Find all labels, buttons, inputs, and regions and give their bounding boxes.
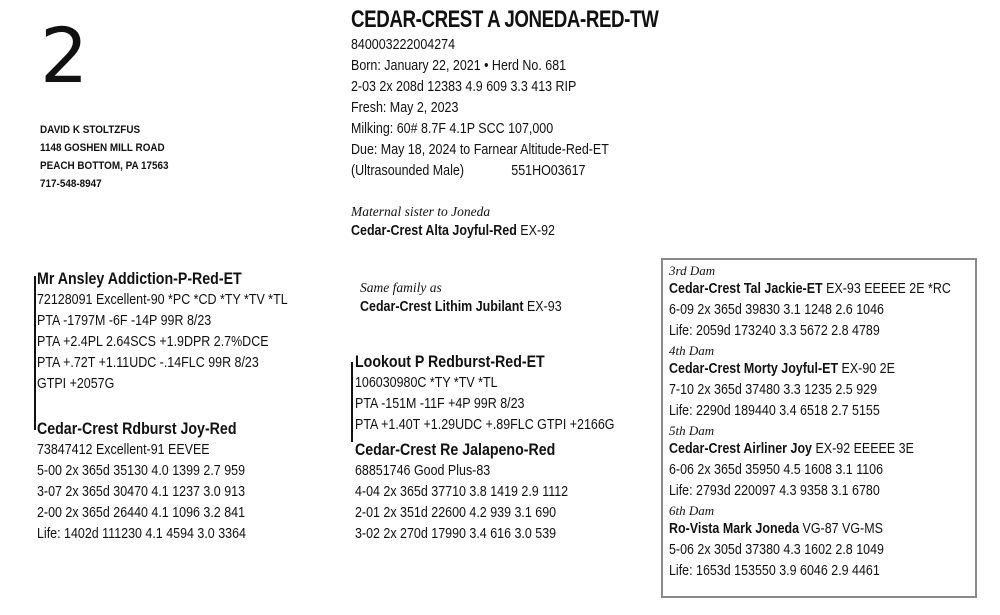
dam5-line-2: Life: 2793d 220097 4.3 9358 3.1 6780 — [669, 483, 880, 499]
consignor-name: DAVID K STOLTZFUS — [40, 124, 141, 136]
sire-line-2: PTA -1797M -6F -14P 99R 8/23 — [37, 313, 212, 329]
dam6-line-1: 5-06 2x 305d 37380 4.3 1602 2.8 1049 — [669, 542, 884, 558]
dam3-line-1: 6-09 2x 365d 39830 3.1 1248 2.6 1046 — [669, 302, 884, 318]
animal-due: Due: May 18, 2024 to Farnear Altitude-Red-ET — [351, 142, 609, 158]
sire-line-5: GTPI +2057G — [37, 376, 115, 392]
dam6-block — [669, 519, 951, 582]
dam-line-1: 73847412 Excellent-91 EEVEE — [37, 442, 210, 458]
dam5-block — [669, 439, 951, 502]
sire-name: Mr Ansley Addiction-P-Red-ET — [37, 270, 242, 288]
dam6-name: Ro-Vista Mark Joneda — [669, 521, 800, 537]
granddam-block — [355, 439, 568, 545]
dam5-name: Cedar-Crest Airliner Joy — [669, 441, 813, 457]
maternal-sister-line — [351, 221, 555, 242]
dam-line-3: 3-07 2x 365d 30470 4.1 1237 3.0 913 — [37, 484, 246, 500]
ancestry-list — [669, 262, 997, 582]
mgs-line-3: PTA +1.40T +1.29UDC +.89FLC GTPI +2166G — [355, 417, 615, 433]
dam-block — [37, 418, 246, 545]
animal-details — [351, 35, 609, 182]
dam5-line-1: 6-06 2x 365d 35950 4.5 1608 3.1 1106 — [669, 462, 884, 478]
consignor-address1: 1148 GOSHEN MILL ROAD — [40, 142, 165, 154]
animal-record: 2-03 2x 208d 12383 4.9 609 3.3 413 RIP — [351, 79, 577, 95]
sire-dam-bracket — [34, 276, 36, 430]
dam3-block — [669, 279, 951, 342]
consignor-block — [40, 121, 169, 193]
dam4-name: Cedar-Crest Morty Joyful-ET — [669, 361, 839, 377]
maternal-sister-name: Cedar-Crest Alta Joyful-Red — [351, 223, 517, 239]
dam4-line-2: Life: 2290d 189440 3.4 6518 2.7 5155 — [669, 403, 880, 419]
service-sire-code: 551HO03617 — [511, 163, 586, 179]
consignor-phone: 717-548-8947 — [40, 178, 102, 190]
animal-id: 840003222004274 — [351, 37, 456, 53]
sire-line-1: 72128091 Excellent-90 *PC *CD *TY *TV *TL — [37, 292, 288, 308]
dam-line-5: Life: 1402d 111230 4.1 4594 3.0 3364 — [37, 526, 246, 542]
maternal-sister-score: EX-92 — [516, 223, 555, 239]
animal-fresh: Fresh: May 2, 2023 — [351, 100, 459, 116]
dam3-label: 3rd Dam — [669, 263, 716, 278]
granddam-line-2: 4-04 2x 365d 37710 3.8 1419 2.9 1112 — [355, 484, 569, 500]
dam3-name: Cedar-Crest Tal Jackie-ET — [669, 281, 823, 297]
dam4-label: 4th Dam — [669, 343, 715, 358]
sire-line-4: PTA +.72T +1.11UDC -.14FLC 99R 8/23 — [37, 355, 259, 371]
animal-born: Born: January 22, 2021 • Herd No. 681 — [351, 58, 567, 74]
consignor-address2: PEACH BOTTOM, PA 17563 — [40, 160, 169, 172]
lot-number: 2 — [40, 11, 89, 100]
dam4-score: EX-90 2E — [838, 361, 895, 377]
animal-milking: Milking: 60# 8.7F 4.1P SCC 107,000 — [351, 121, 554, 137]
animal-ultrasound: (Ultrasounded Male) — [351, 163, 464, 179]
dam6-line-2: Life: 1653d 153550 3.9 6046 2.9 4461 — [669, 563, 880, 579]
dam3-line-2: Life: 2059d 173240 3.3 5672 2.8 4789 — [669, 323, 880, 339]
granddam-line-1: 68851746 Good Plus-83 — [355, 463, 491, 479]
dam4-block — [669, 359, 951, 422]
sire-block — [37, 268, 288, 395]
granddam-name: Cedar-Crest Re Jalapeno-Red — [355, 441, 556, 459]
mgs-line-1: 106030980C *TY *TV *TL — [355, 375, 498, 391]
same-family-line — [360, 297, 562, 318]
same-family-label: Same family as — [360, 280, 442, 295]
same-family-score: EX-93 — [523, 299, 562, 315]
same-family-name: Cedar-Crest Lithim Jubilant — [360, 299, 524, 315]
dam4-line-1: 7-10 2x 365d 37480 3.3 1235 2.5 929 — [669, 382, 878, 398]
mgs-line-2: PTA -151M -11F +4P 99R 8/23 — [355, 396, 525, 412]
maternal-sister-label: Maternal sister to Joneda — [351, 204, 491, 219]
animal-ultrasound-line — [351, 161, 609, 182]
granddam-line-4: 3-02 2x 270d 17990 3.4 616 3.0 539 — [355, 526, 557, 542]
animal-name: CEDAR-CREST A JONEDA-RED-TW — [351, 6, 659, 33]
dam6-score: VG-87 VG-MS — [799, 521, 883, 537]
dam-line-2: 5-00 2x 365d 35130 4.0 1399 2.7 959 — [37, 463, 246, 479]
dam3-score: EX-93 EEEEE 2E *RC — [822, 281, 951, 297]
granddam-line-3: 2-01 2x 351d 22600 4.2 939 3.1 690 — [355, 505, 557, 521]
sire-line-3: PTA +2.4PL 2.64SCS +1.9DPR 2.7%DCE — [37, 334, 269, 350]
dam-line-4: 2-00 2x 365d 26440 4.1 1096 3.2 841 — [37, 505, 246, 521]
mgs-block — [355, 351, 614, 436]
dam6-label: 6th Dam — [669, 503, 715, 518]
mgs-name: Lookout P Redburst-Red-ET — [355, 353, 545, 371]
dam-name: Cedar-Crest Rdburst Joy-Red — [37, 420, 237, 438]
dam5-label: 5th Dam — [669, 423, 715, 438]
mgs-bracket — [351, 362, 353, 442]
dam5-score: EX-92 EEEEE 3E — [812, 441, 914, 457]
